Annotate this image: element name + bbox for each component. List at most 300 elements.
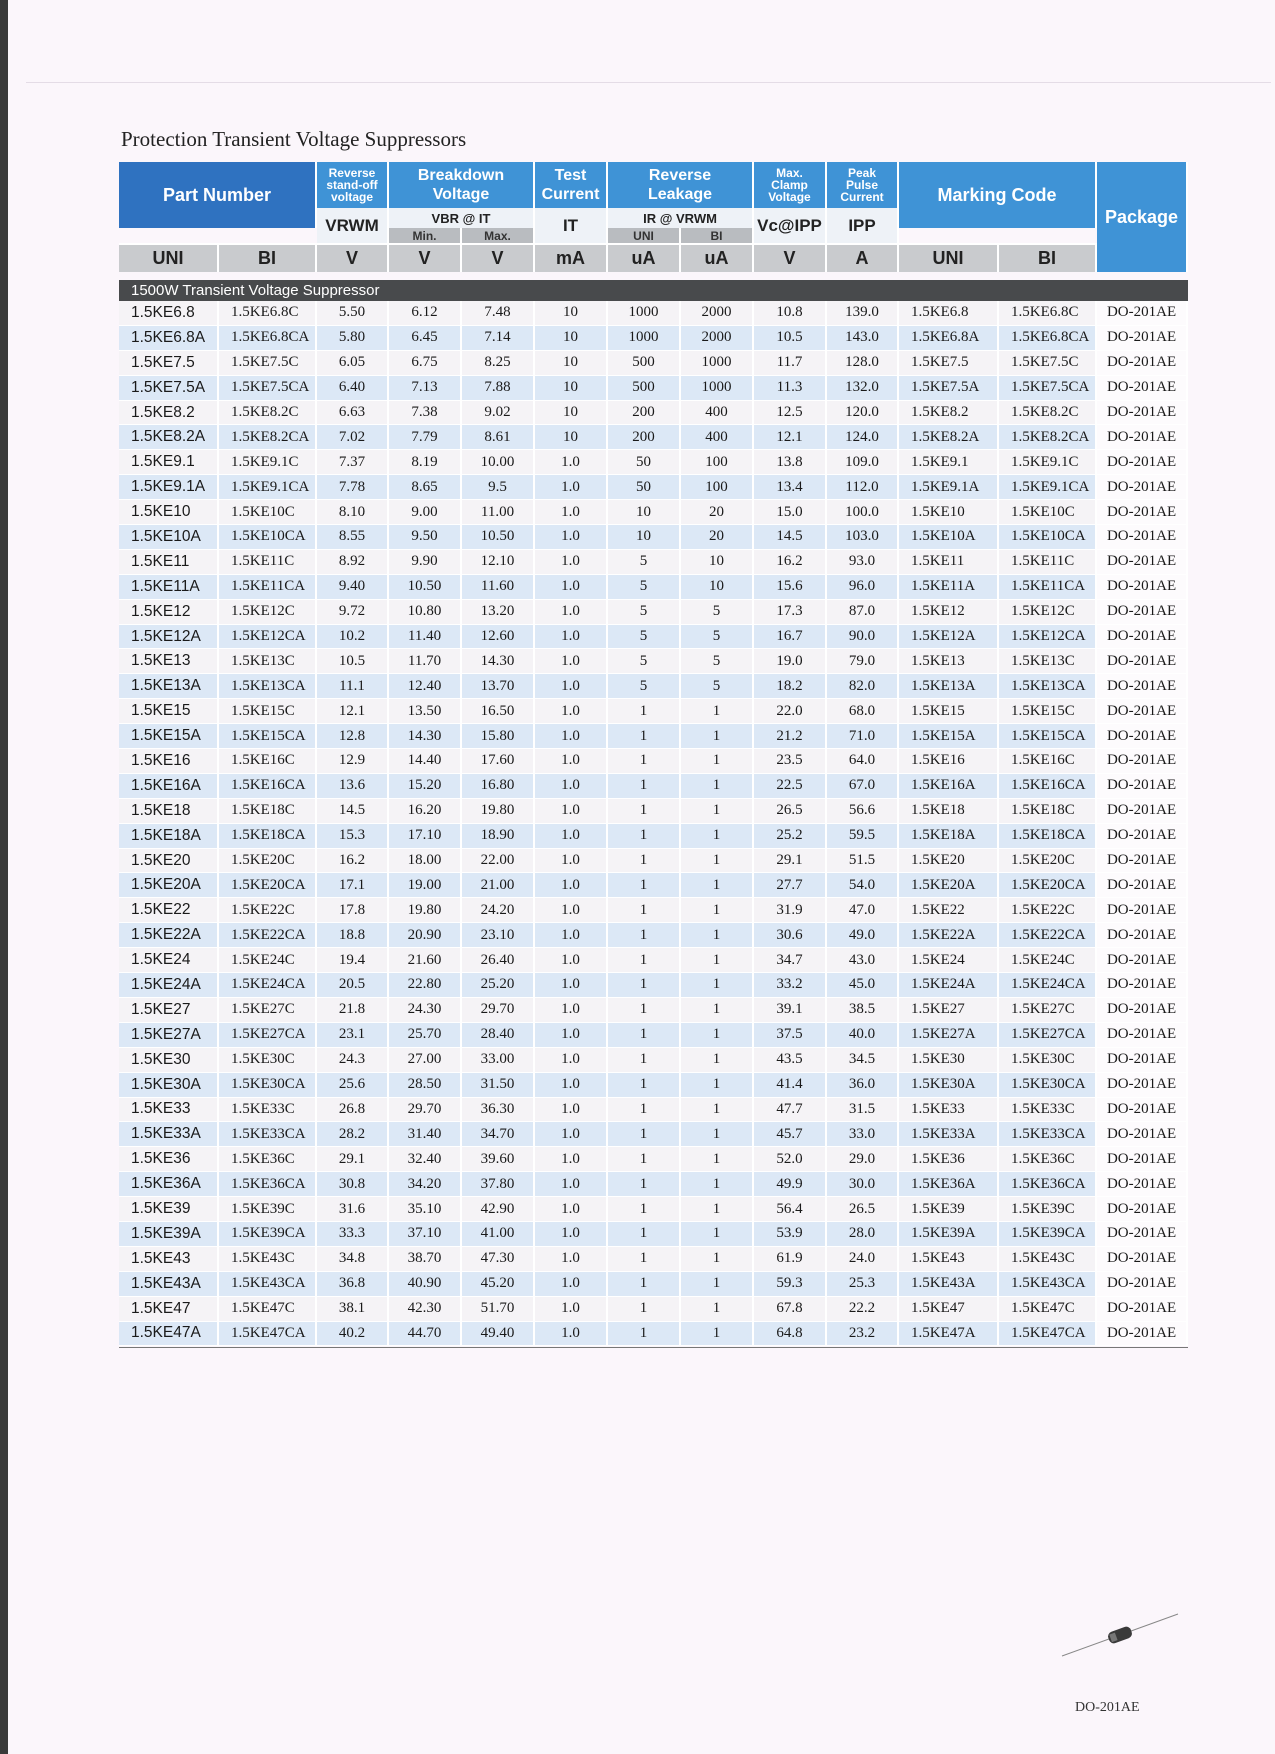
cell-ir-uni: 200 [608, 401, 681, 426]
cell-vrwm: 5.50 [317, 301, 389, 326]
cell-vrwm: 16.2 [317, 849, 389, 874]
cell-ir-uni: 200 [608, 425, 681, 450]
cell-ir-bi: 1 [681, 1147, 754, 1172]
cell-clamp-voltage: 12.1 [754, 425, 827, 450]
cell-marking-bi: 1.5KE39C [999, 1197, 1097, 1222]
cell-ir-uni: 1 [608, 873, 681, 898]
cell-marking-uni: 1.5KE11A [899, 575, 999, 600]
header-test-current: Test Current [535, 162, 608, 208]
cell-marking-bi: 1.5KE36C [999, 1147, 1097, 1172]
cell-vbr-min: 18.00 [389, 849, 462, 874]
cell-ir-uni: 1 [608, 1147, 681, 1172]
cell-marking-bi: 1.5KE9.1CA [999, 475, 1097, 500]
sym-ipp: IPP [827, 208, 899, 243]
cell-vbr-max: 25.20 [462, 973, 535, 998]
cell-vbr-min: 19.00 [389, 873, 462, 898]
cell-package: DO-201AE [1097, 1048, 1188, 1073]
cell-part-bi: 1.5KE36CA [219, 1172, 317, 1197]
cell-ir-uni: 1000 [608, 301, 681, 326]
table-row [119, 475, 1188, 500]
cell-peak-pulse-current: 56.6 [827, 799, 899, 824]
cell-peak-pulse-current: 54.0 [827, 873, 899, 898]
cell-ir-uni: 1 [608, 774, 681, 799]
cell-package: DO-201AE [1097, 998, 1188, 1023]
cell-marking-uni: 1.5KE43A [899, 1272, 999, 1297]
cell-marking-uni: 1.5KE39A [899, 1222, 999, 1247]
cell-marking-bi: 1.5KE33CA [999, 1122, 1097, 1147]
cell-ir-uni: 1 [608, 1297, 681, 1322]
table-row [119, 749, 1188, 774]
cell-peak-pulse-current: 120.0 [827, 401, 899, 426]
cell-ir-bi: 1 [681, 1172, 754, 1197]
cell-ir-uni: 5 [608, 575, 681, 600]
cell-vbr-max: 41.00 [462, 1222, 535, 1247]
cell-part-uni: 1.5KE8.2 [119, 401, 219, 426]
cell-ir-bi: 1 [681, 1197, 754, 1222]
cell-package: DO-201AE [1097, 1322, 1188, 1347]
cell-clamp-voltage: 10.8 [754, 301, 827, 326]
cell-vrwm: 20.5 [317, 973, 389, 998]
cell-vbr-min: 10.50 [389, 575, 462, 600]
cell-ir-bi: 1 [681, 1222, 754, 1247]
table-row [119, 1272, 1188, 1297]
cell-ir-bi: 1 [681, 973, 754, 998]
cell-vrwm: 26.8 [317, 1098, 389, 1123]
cell-part-uni: 1.5KE39A [119, 1222, 219, 1247]
cell-vrwm: 10.5 [317, 649, 389, 674]
table-row [119, 1172, 1188, 1197]
cell-peak-pulse-current: 128.0 [827, 351, 899, 376]
cell-test-current: 1.0 [535, 1172, 608, 1197]
cell-package: DO-201AE [1097, 376, 1188, 401]
cell-ir-uni: 1 [608, 1197, 681, 1222]
cell-vrwm: 36.8 [317, 1272, 389, 1297]
cell-ir-bi: 1 [681, 749, 754, 774]
cell-ir-bi: 1 [681, 998, 754, 1023]
cell-clamp-voltage: 22.0 [754, 699, 827, 724]
cell-marking-uni: 1.5KE33A [899, 1122, 999, 1147]
cell-clamp-voltage: 22.5 [754, 774, 827, 799]
table-row [119, 699, 1188, 724]
cell-ir-uni: 1 [608, 849, 681, 874]
cell-ir-bi: 100 [681, 475, 754, 500]
cell-ir-bi: 20 [681, 525, 754, 550]
cell-part-bi: 1.5KE24C [219, 948, 317, 973]
cell-vrwm: 8.10 [317, 500, 389, 525]
unit-marking-uni: UNI [899, 243, 999, 272]
table-row [119, 898, 1188, 923]
cell-part-bi: 1.5KE10CA [219, 525, 317, 550]
cell-test-current: 1.0 [535, 1122, 608, 1147]
cell-vrwm: 9.72 [317, 600, 389, 625]
cell-vbr-max: 26.40 [462, 948, 535, 973]
cell-part-bi: 1.5KE13CA [219, 674, 317, 699]
cell-marking-uni: 1.5KE6.8A [899, 326, 999, 351]
cell-vbr-min: 6.45 [389, 326, 462, 351]
cell-part-bi: 1.5KE8.2CA [219, 425, 317, 450]
cell-vrwm: 7.78 [317, 475, 389, 500]
cell-part-uni: 1.5KE15 [119, 699, 219, 724]
cell-clamp-voltage: 21.2 [754, 724, 827, 749]
unit-ir-uni: uA [608, 243, 681, 272]
cell-vrwm: 30.8 [317, 1172, 389, 1197]
cell-peak-pulse-current: 82.0 [827, 674, 899, 699]
cell-part-uni: 1.5KE10A [119, 525, 219, 550]
cell-package: DO-201AE [1097, 326, 1188, 351]
cell-peak-pulse-current: 109.0 [827, 450, 899, 475]
cell-ir-uni: 1 [608, 799, 681, 824]
unit-vbr-max: V [462, 243, 535, 272]
cell-test-current: 1.0 [535, 450, 608, 475]
cell-vrwm: 9.40 [317, 575, 389, 600]
cell-test-current: 1.0 [535, 749, 608, 774]
cell-ir-bi: 1 [681, 1048, 754, 1073]
cell-peak-pulse-current: 34.5 [827, 1048, 899, 1073]
cell-marking-bi: 1.5KE22CA [999, 923, 1097, 948]
cell-part-uni: 1.5KE30A [119, 1073, 219, 1098]
cell-part-bi: 1.5KE6.8CA [219, 326, 317, 351]
cell-ir-bi: 1 [681, 873, 754, 898]
cell-vbr-max: 14.30 [462, 649, 535, 674]
cell-marking-bi: 1.5KE15C [999, 699, 1097, 724]
cell-peak-pulse-current: 59.5 [827, 824, 899, 849]
cell-part-bi: 1.5KE30CA [219, 1073, 317, 1098]
cell-vbr-min: 7.13 [389, 376, 462, 401]
cell-vbr-min: 9.50 [389, 525, 462, 550]
cell-package: DO-201AE [1097, 351, 1188, 376]
unit-vbr-min: V [389, 243, 462, 272]
cell-part-uni: 1.5KE6.8 [119, 301, 219, 326]
cell-peak-pulse-current: 24.0 [827, 1247, 899, 1272]
cell-ir-uni: 1 [608, 973, 681, 998]
cell-vbr-min: 9.00 [389, 500, 462, 525]
cell-marking-uni: 1.5KE18 [899, 799, 999, 824]
cell-part-uni: 1.5KE8.2A [119, 425, 219, 450]
cell-ir-uni: 1 [608, 1247, 681, 1272]
cell-marking-bi: 1.5KE33C [999, 1098, 1097, 1123]
cell-test-current: 1.0 [535, 1222, 608, 1247]
cell-package: DO-201AE [1097, 674, 1188, 699]
cell-test-current: 1.0 [535, 1073, 608, 1098]
cell-test-current: 1.0 [535, 600, 608, 625]
cell-part-uni: 1.5KE12A [119, 625, 219, 650]
cell-part-bi: 1.5KE7.5C [219, 351, 317, 376]
cell-vbr-max: 10.00 [462, 450, 535, 475]
cell-marking-bi: 1.5KE9.1C [999, 450, 1097, 475]
cell-package: DO-201AE [1097, 1172, 1188, 1197]
cell-marking-bi: 1.5KE11C [999, 550, 1097, 575]
cell-marking-uni: 1.5KE36A [899, 1172, 999, 1197]
cell-peak-pulse-current: 22.2 [827, 1297, 899, 1322]
table-row [119, 774, 1188, 799]
table-row [119, 525, 1188, 550]
cell-marking-uni: 1.5KE6.8 [899, 301, 999, 326]
cell-vbr-min: 34.20 [389, 1172, 462, 1197]
cell-ir-bi: 1000 [681, 351, 754, 376]
cell-marking-uni: 1.5KE12A [899, 625, 999, 650]
cell-marking-uni: 1.5KE43 [899, 1247, 999, 1272]
cell-peak-pulse-current: 103.0 [827, 525, 899, 550]
cell-package: DO-201AE [1097, 948, 1188, 973]
table-row [119, 1023, 1188, 1048]
cell-vbr-min: 12.40 [389, 674, 462, 699]
cell-test-current: 1.0 [535, 575, 608, 600]
cell-part-bi: 1.5KE6.8C [219, 301, 317, 326]
cell-clamp-voltage: 14.5 [754, 525, 827, 550]
table-row [119, 923, 1188, 948]
cell-part-bi: 1.5KE43C [219, 1247, 317, 1272]
cell-test-current: 1.0 [535, 873, 608, 898]
unit-it: mA [535, 243, 608, 272]
cell-part-uni: 1.5KE10 [119, 500, 219, 525]
cell-clamp-voltage: 13.4 [754, 475, 827, 500]
cell-marking-uni: 1.5KE22A [899, 923, 999, 948]
cell-vbr-max: 10.50 [462, 525, 535, 550]
top-rule [26, 82, 1271, 83]
cell-package: DO-201AE [1097, 1073, 1188, 1098]
sub-bi: BI [681, 228, 754, 243]
cell-part-bi: 1.5KE22C [219, 898, 317, 923]
cell-marking-uni: 1.5KE24 [899, 948, 999, 973]
cell-vrwm: 33.3 [317, 1222, 389, 1247]
cell-part-uni: 1.5KE39 [119, 1197, 219, 1222]
cell-part-uni: 1.5KE7.5A [119, 376, 219, 401]
cell-vrwm: 13.6 [317, 774, 389, 799]
cell-clamp-voltage: 27.7 [754, 873, 827, 898]
cell-part-bi: 1.5KE9.1C [219, 450, 317, 475]
cell-part-bi: 1.5KE20CA [219, 873, 317, 898]
cell-marking-bi: 1.5KE22C [999, 898, 1097, 923]
cell-ir-bi: 1 [681, 1122, 754, 1147]
sym-vbr: VBR @ IT [389, 208, 535, 228]
cell-package: DO-201AE [1097, 898, 1188, 923]
cell-marking-uni: 1.5KE27 [899, 998, 999, 1023]
cell-peak-pulse-current: 33.0 [827, 1122, 899, 1147]
cell-peak-pulse-current: 67.0 [827, 774, 899, 799]
cell-peak-pulse-current: 87.0 [827, 600, 899, 625]
cell-package: DO-201AE [1097, 600, 1188, 625]
cell-part-uni: 1.5KE9.1 [119, 450, 219, 475]
cell-ir-uni: 5 [608, 550, 681, 575]
cell-ir-bi: 1 [681, 898, 754, 923]
cell-ir-uni: 500 [608, 351, 681, 376]
cell-part-uni: 1.5KE27A [119, 1023, 219, 1048]
cell-clamp-voltage: 49.9 [754, 1172, 827, 1197]
cell-clamp-voltage: 12.5 [754, 401, 827, 426]
cell-marking-uni: 1.5KE7.5 [899, 351, 999, 376]
cell-part-uni: 1.5KE43A [119, 1272, 219, 1297]
cell-marking-bi: 1.5KE7.5CA [999, 376, 1097, 401]
cell-peak-pulse-current: 36.0 [827, 1073, 899, 1098]
table-row [119, 326, 1188, 351]
cell-test-current: 1.0 [535, 1048, 608, 1073]
cell-ir-uni: 50 [608, 475, 681, 500]
cell-marking-bi: 1.5KE30C [999, 1048, 1097, 1073]
unit-ipp: A [827, 243, 899, 272]
cell-part-bi: 1.5KE13C [219, 649, 317, 674]
cell-part-bi: 1.5KE39C [219, 1197, 317, 1222]
cell-vrwm: 6.40 [317, 376, 389, 401]
cell-test-current: 1.0 [535, 948, 608, 973]
cell-ir-uni: 1 [608, 1023, 681, 1048]
cell-package: DO-201AE [1097, 425, 1188, 450]
cell-clamp-voltage: 47.7 [754, 1098, 827, 1123]
cell-vbr-min: 16.20 [389, 799, 462, 824]
cell-test-current: 1.0 [535, 923, 608, 948]
cell-package: DO-201AE [1097, 724, 1188, 749]
diode-package-label: DO-201AE [1075, 1700, 1140, 1715]
cell-part-uni: 1.5KE33 [119, 1098, 219, 1123]
cell-ir-uni: 5 [608, 625, 681, 650]
cell-ir-bi: 1 [681, 699, 754, 724]
cell-peak-pulse-current: 29.0 [827, 1147, 899, 1172]
cell-marking-bi: 1.5KE27CA [999, 1023, 1097, 1048]
table-row [119, 425, 1188, 450]
cell-package: DO-201AE [1097, 450, 1188, 475]
table-row [119, 500, 1188, 525]
cell-ir-bi: 1 [681, 1098, 754, 1123]
cell-clamp-voltage: 29.1 [754, 849, 827, 874]
cell-package: DO-201AE [1097, 575, 1188, 600]
cell-vbr-min: 37.10 [389, 1222, 462, 1247]
cell-ir-bi: 1 [681, 1247, 754, 1272]
cell-vrwm: 40.2 [317, 1322, 389, 1347]
cell-vbr-max: 15.80 [462, 724, 535, 749]
table-row [119, 351, 1188, 376]
cell-vbr-max: 42.90 [462, 1197, 535, 1222]
cell-test-current: 10 [535, 401, 608, 426]
cell-marking-uni: 1.5KE47 [899, 1297, 999, 1322]
cell-vbr-max: 23.10 [462, 923, 535, 948]
cell-marking-bi: 1.5KE43C [999, 1247, 1097, 1272]
table-row [119, 1122, 1188, 1147]
cell-vbr-min: 27.00 [389, 1048, 462, 1073]
cell-clamp-voltage: 37.5 [754, 1023, 827, 1048]
cell-marking-bi: 1.5KE47CA [999, 1322, 1097, 1347]
cell-ir-bi: 1 [681, 724, 754, 749]
cell-marking-bi: 1.5KE43CA [999, 1272, 1097, 1297]
cell-marking-uni: 1.5KE33 [899, 1098, 999, 1123]
cell-vrwm: 31.6 [317, 1197, 389, 1222]
cell-marking-uni: 1.5KE12 [899, 600, 999, 625]
cell-vbr-min: 22.80 [389, 973, 462, 998]
cell-part-uni: 1.5KE20A [119, 873, 219, 898]
table-row [119, 873, 1188, 898]
cell-part-uni: 1.5KE16A [119, 774, 219, 799]
cell-marking-uni: 1.5KE9.1A [899, 475, 999, 500]
unit-ir-bi: uA [681, 243, 754, 272]
cell-peak-pulse-current: 124.0 [827, 425, 899, 450]
cell-marking-bi: 1.5KE20C [999, 849, 1097, 874]
cell-vbr-max: 16.50 [462, 699, 535, 724]
cell-test-current: 1.0 [535, 1272, 608, 1297]
cell-ir-uni: 1000 [608, 326, 681, 351]
cell-vbr-min: 25.70 [389, 1023, 462, 1048]
cell-part-uni: 1.5KE22A [119, 923, 219, 948]
cell-clamp-voltage: 11.3 [754, 376, 827, 401]
cell-vrwm: 18.8 [317, 923, 389, 948]
unit-vrwm: V [317, 243, 389, 272]
cell-marking-bi: 1.5KE36CA [999, 1172, 1097, 1197]
cell-vbr-min: 20.90 [389, 923, 462, 948]
cell-vrwm: 8.55 [317, 525, 389, 550]
cell-test-current: 1.0 [535, 649, 608, 674]
cell-ir-uni: 1 [608, 749, 681, 774]
cell-vbr-min: 7.79 [389, 425, 462, 450]
table-bottom-rule [119, 1347, 1188, 1348]
cell-vbr-max: 12.60 [462, 625, 535, 650]
cell-ir-uni: 10 [608, 525, 681, 550]
cell-test-current: 10 [535, 351, 608, 376]
cell-vbr-min: 10.80 [389, 600, 462, 625]
cell-test-current: 1.0 [535, 1247, 608, 1272]
cell-package: DO-201AE [1097, 1272, 1188, 1297]
table-row [119, 1322, 1188, 1347]
cell-clamp-voltage: 41.4 [754, 1073, 827, 1098]
cell-vbr-max: 11.00 [462, 500, 535, 525]
table-row [119, 724, 1188, 749]
table-row [119, 376, 1188, 401]
cell-ir-bi: 5 [681, 674, 754, 699]
cell-vbr-min: 29.70 [389, 1098, 462, 1123]
cell-vrwm: 15.3 [317, 824, 389, 849]
cell-ir-uni: 1 [608, 824, 681, 849]
cell-package: DO-201AE [1097, 1023, 1188, 1048]
sym-it: IT [535, 208, 608, 243]
cell-marking-uni: 1.5KE22 [899, 898, 999, 923]
cell-ir-bi: 1 [681, 1297, 754, 1322]
cell-vrwm: 38.1 [317, 1297, 389, 1322]
cell-package: DO-201AE [1097, 1297, 1188, 1322]
cell-part-bi: 1.5KE22CA [219, 923, 317, 948]
table-row [119, 973, 1188, 998]
cell-test-current: 10 [535, 301, 608, 326]
cell-marking-bi: 1.5KE11CA [999, 575, 1097, 600]
cell-marking-bi: 1.5KE8.2CA [999, 425, 1097, 450]
cell-part-uni: 1.5KE7.5 [119, 351, 219, 376]
cell-marking-uni: 1.5KE18A [899, 824, 999, 849]
cell-peak-pulse-current: 79.0 [827, 649, 899, 674]
cell-clamp-voltage: 18.2 [754, 674, 827, 699]
cell-test-current: 10 [535, 376, 608, 401]
cell-vbr-max: 24.20 [462, 898, 535, 923]
cell-marking-bi: 1.5KE27C [999, 998, 1097, 1023]
header-reverse-standoff: Reverse stand-off voltage [317, 162, 389, 208]
cell-vbr-min: 11.40 [389, 625, 462, 650]
cell-part-uni: 1.5KE24 [119, 948, 219, 973]
cell-vbr-min: 14.40 [389, 749, 462, 774]
cell-ir-uni: 1 [608, 1322, 681, 1347]
sub-min: Min. [389, 228, 462, 243]
cell-ir-uni: 1 [608, 923, 681, 948]
cell-clamp-voltage: 56.4 [754, 1197, 827, 1222]
cell-ir-uni: 1 [608, 1272, 681, 1297]
cell-part-bi: 1.5KE12C [219, 600, 317, 625]
cell-peak-pulse-current: 139.0 [827, 301, 899, 326]
cell-package: DO-201AE [1097, 923, 1188, 948]
cell-vbr-min: 6.12 [389, 301, 462, 326]
header-max-clamp: Max. Clamp Voltage [754, 162, 827, 208]
cell-vrwm: 23.1 [317, 1023, 389, 1048]
cell-peak-pulse-current: 93.0 [827, 550, 899, 575]
cell-ir-bi: 1 [681, 849, 754, 874]
cell-package: DO-201AE [1097, 799, 1188, 824]
table-row [119, 1197, 1188, 1222]
sub-max: Max. [462, 228, 535, 243]
table-row [119, 1297, 1188, 1322]
sub-uni: UNI [608, 228, 681, 243]
cell-marking-bi: 1.5KE10CA [999, 525, 1097, 550]
